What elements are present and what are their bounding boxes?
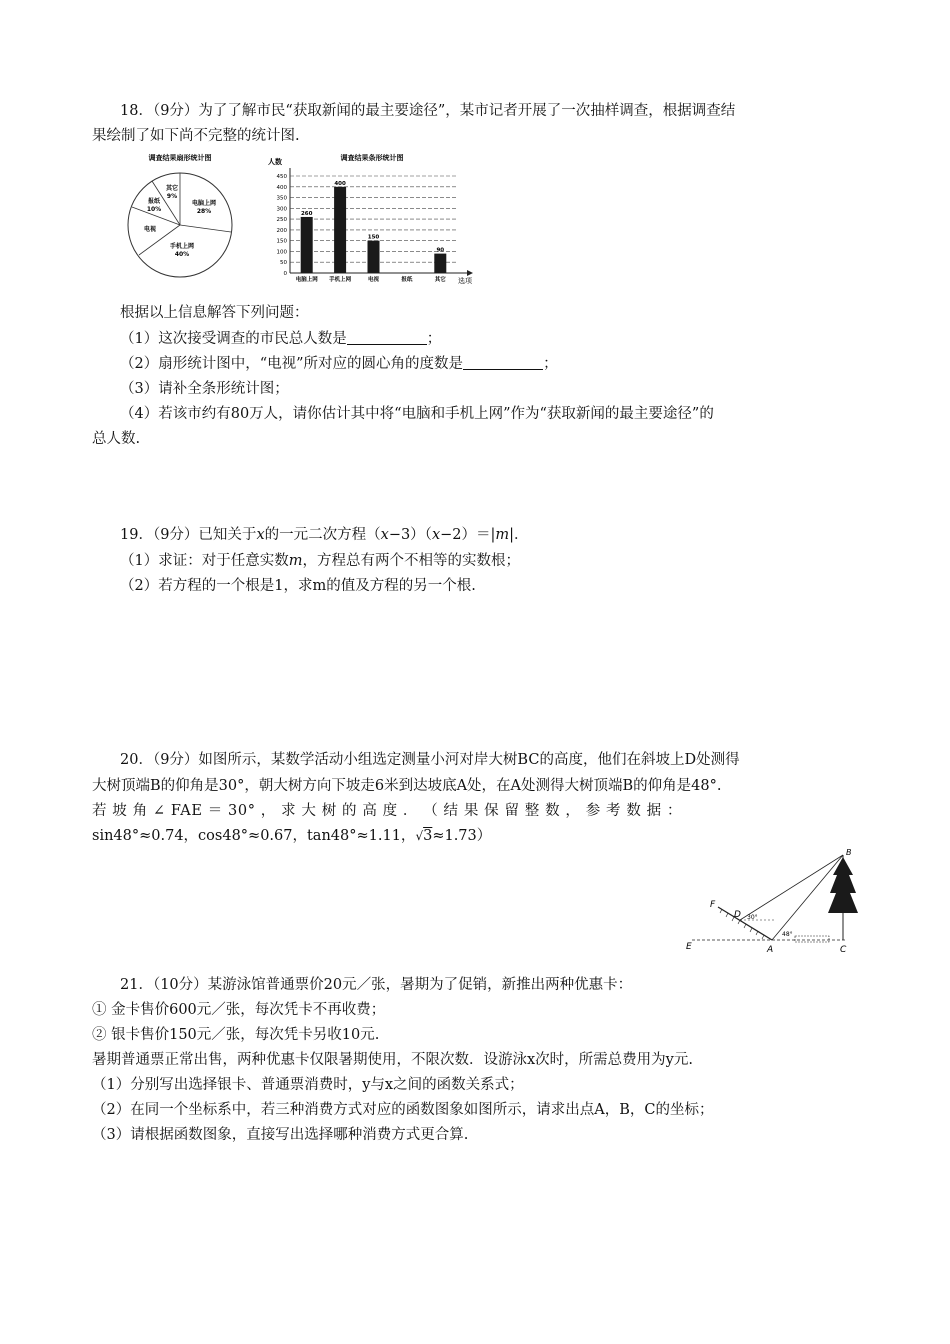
q18-intro-line2: 果绘制了如下尚不完整的统计图. <box>92 128 300 144</box>
pie-label-other: 其它 <box>165 185 179 192</box>
q19-text: |． <box>509 527 529 543</box>
label-B: B <box>846 848 852 857</box>
q19-text: 的一元二次方程（ <box>264 527 381 543</box>
sight-line-a <box>772 855 843 940</box>
q19-line2 <box>120 551 520 571</box>
angle-48: 48° <box>782 931 793 938</box>
q18-part2 <box>120 354 558 374</box>
y-tick-label: 250 <box>276 217 287 224</box>
q18-part1-end: ； <box>426 331 442 347</box>
label-A: A <box>767 945 774 955</box>
y-tick-label: 50 <box>280 260 287 267</box>
y-tick-label: 0 <box>283 271 287 277</box>
y-tick-label: 300 <box>276 206 287 213</box>
bar-4 <box>434 254 446 273</box>
q18-part1 <box>120 329 441 349</box>
q18-part3: （3）请补全条形统计图； <box>120 381 289 397</box>
q20-line4 <box>92 826 491 846</box>
pie-label-computer: 电脑上网 <box>191 200 217 207</box>
q19-text: ，方程总有两个不相等的实数根； <box>302 553 520 569</box>
pie-label-phone-pct: 40% <box>174 251 190 258</box>
bar-value-label: 400 <box>334 180 346 187</box>
q18-part4-line1: （4）若该市约有80万人，请你估计其中将“电脑和手机上网”作为“获取新闻的最主要途径”的 <box>120 406 714 422</box>
q18-part2-end: ； <box>543 356 558 372</box>
var-m: m <box>495 527 510 543</box>
answer-blank <box>347 330 427 345</box>
pie-label-phone: 手机上网 <box>169 243 195 250</box>
pie-label-tv: 电视 <box>143 226 157 233</box>
var-m: m <box>288 553 303 569</box>
label-E: E <box>686 942 692 952</box>
var-x: x <box>380 527 389 543</box>
q19-line1 <box>120 525 529 545</box>
q20-ref-text: sin48°≈0.74，cos48°≈0.67，tan48°≈1.11， <box>92 828 416 844</box>
bar-chart-ylabel: 人数 <box>268 158 282 166</box>
bar-chart <box>262 150 482 285</box>
q21-line1: 21．（10分）某游泳馆普通票价20元／张，暑期为了促销，新推出两种优惠卡： <box>120 977 633 993</box>
var-x: x <box>431 527 441 543</box>
y-tick-label: 450 <box>276 174 287 180</box>
var-x: x <box>256 527 265 543</box>
x-axis-arrow <box>467 270 473 276</box>
q18-part1-text: （1）这次接受调查的市民总人数是 <box>120 331 347 347</box>
bar-chart-title: 调查结果条形统计图 <box>340 154 404 162</box>
q19-text: −3）（ <box>388 527 432 543</box>
q20-line2: 大树顶端B的仰角是30°，朝大树方向下坡走6米到达坡底A处，在A处测得大树顶端B的仰角是48°. <box>92 778 722 794</box>
bar-value-label: 150 <box>367 234 380 241</box>
q21-line5: （1）分别写出选择银卡、普通票消费时，y与x之间的函数关系式； <box>92 1077 524 1093</box>
label-D: D <box>734 910 741 920</box>
y-tick-label: 150 <box>276 238 287 245</box>
q21-line2: ① 金卡售价600元／张，每次凭卡不再收费； <box>92 1002 386 1018</box>
pie-slice-line <box>180 225 231 232</box>
pie-label-other-pct: 9% <box>166 193 178 200</box>
q18-part4-line2: 总人数. <box>92 431 141 447</box>
q21-line6: （2）在同一个坐标系中，若三种消费方式对应的函数图象如图所示，请求出点A，B，C的坐标； <box>92 1102 714 1118</box>
q18-part2-text: （2）扇形统计图中，“电视”所对应的圆心角的度数是 <box>120 356 464 372</box>
tree-icon <box>828 857 858 913</box>
y-tick-label: 200 <box>276 227 287 234</box>
bar-2 <box>368 241 380 273</box>
slope-tree-figure <box>680 845 865 960</box>
label-F: F <box>710 900 716 910</box>
q18-intro-line1: 18．（9分）为了了解市民“获取新闻的最主要途径”，某市记者开展了一次抽样调查，根据调查结 <box>120 103 736 119</box>
sqrt-symbol: √ <box>415 829 424 843</box>
q19-text: −2）＝| <box>440 527 496 543</box>
sight-line-d <box>740 855 843 920</box>
q21-line4: 暑期普通票正常出售，两种优惠卡仅限暑期使用，不限次数．设游泳x次时，所需总费用为y元. <box>92 1052 693 1068</box>
pie-label-computer-pct: 28% <box>196 208 212 215</box>
sqrt-radicand: 3 <box>423 828 433 844</box>
pie-label-newspaper: 报纸 <box>147 198 161 205</box>
pie-chart <box>118 150 248 280</box>
q21-line7: （3）请根据函数图象，直接写出选择哪种消费方式更合算. <box>92 1127 469 1143</box>
y-tick-label: 400 <box>276 184 287 191</box>
q18-prompt: 根据以上信息解答下列问题： <box>120 305 309 321</box>
label-C: C <box>840 945 847 955</box>
y-tick-label: 100 <box>276 249 287 256</box>
q20-line1: 20．（9分）如图所示，某数学活动小组选定测量小河对岸大树BC的高度，他们在斜坡上D处测得 <box>120 752 740 768</box>
q19-text: 19．（9分）已知关于 <box>120 527 257 543</box>
x-category-label: 报纸 <box>401 277 413 283</box>
x-category-label: 电视 <box>367 277 380 283</box>
bar-0 <box>301 217 313 273</box>
q19-line3: （2）若方程的一个根是1，求m的值及方程的另一个根. <box>120 578 476 594</box>
q20-ref-text: ≈1.73） <box>432 828 492 844</box>
angle-30: 30° <box>747 914 758 921</box>
bar-chart-xlabel: 选项 <box>458 277 472 285</box>
q21-line3: ② 银卡售价150元／张，每次凭卡另收10元. <box>92 1027 380 1043</box>
bar-value-label: 90 <box>436 247 445 254</box>
q19-text: （1）求证：对于任意实数 <box>120 553 289 569</box>
bar-value-label: 260 <box>300 210 313 217</box>
y-tick-label: 350 <box>276 195 287 202</box>
x-category-label: 其它 <box>434 277 446 283</box>
answer-blank <box>463 355 543 370</box>
q20-line3: 若 坡 角 ∠ FAE ＝ 30° ， 求 大 树 的 高 度 ． （ 结 果 保 留 整 数 ， 参 考 数 据 ： <box>92 803 683 819</box>
river-box <box>795 936 829 942</box>
bar-1 <box>334 187 346 273</box>
x-category-label: 电脑上网 <box>295 277 318 283</box>
pie-title: 调查结果扇形统计图 <box>148 154 212 162</box>
x-category-label: 手机上网 <box>329 277 352 283</box>
pie-label-newspaper-pct: 10% <box>146 206 162 213</box>
